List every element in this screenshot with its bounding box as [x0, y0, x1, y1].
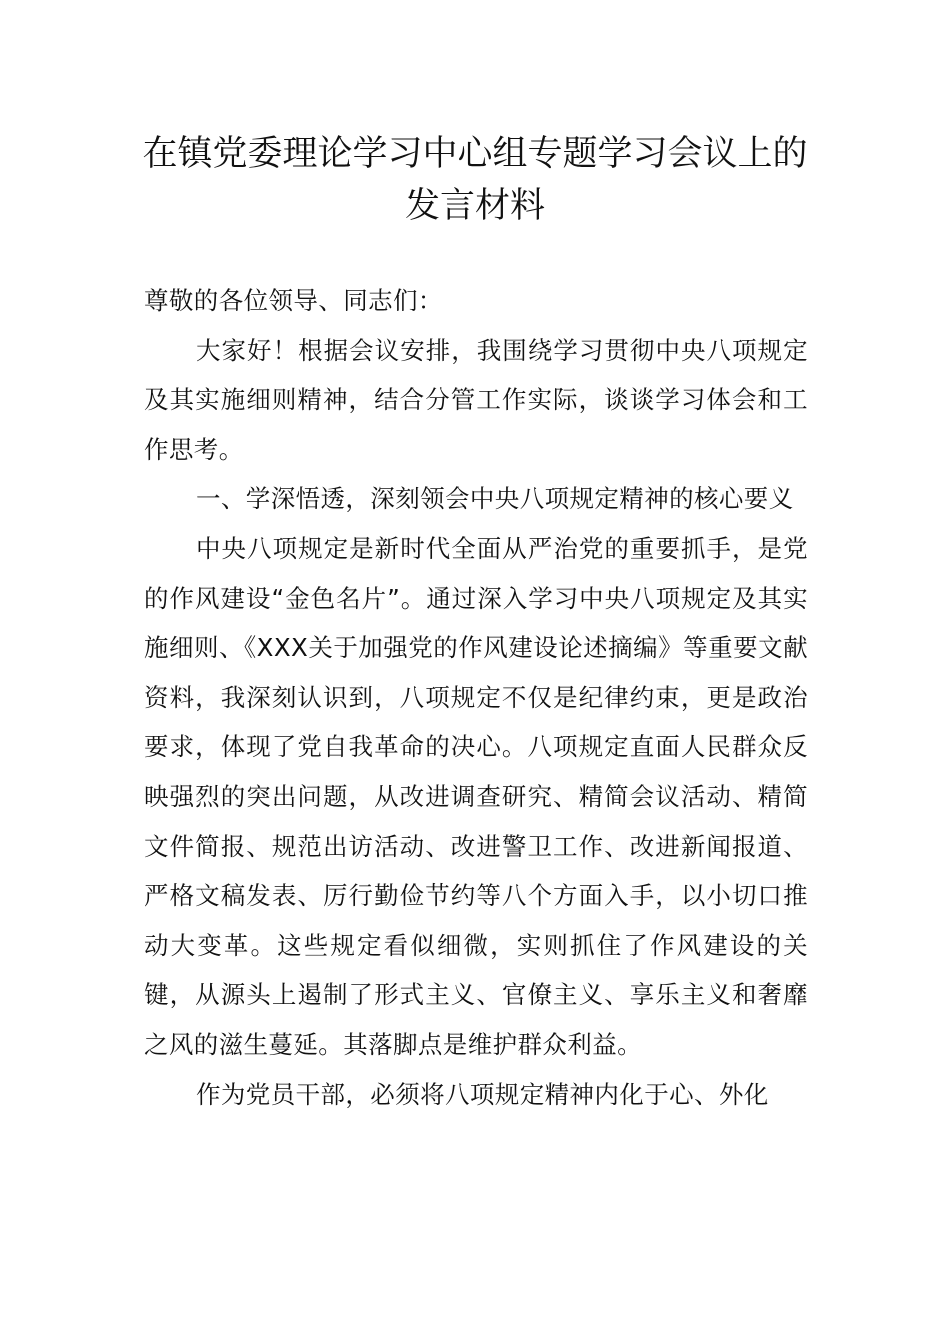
salutation: 尊敬的各位领导、同志们：: [144, 286, 443, 315]
paragraph-body-2: 作为党员干部，必须将八项规定精神内化于心、外化: [196, 1079, 769, 1109]
document-body: [144, 276, 808, 1119]
paragraph-intro: 大家好！根据会议安排，我围绕学习贯彻中央八项规定及其实施细则精神，结合分管工作实际，谈谈学习体会和工作思考。: [144, 335, 808, 464]
section-heading-1: 一、学深悟透，深刻领会中央八项规定精神的核心要义: [196, 484, 794, 514]
document-title: 在镇党委理论学习中心组专题学习会议上的发言材料: [142, 134, 808, 226]
paragraph-body-1: 中央八项规定是新时代全面从严治党的重要抓手，是党的作风建设“金色名片”。通过深入学习中央八项规定及其实施细则、《XXX关于加强党的作风建设论述摘编》等重要文献资料，我深刻认识到，八项规定不仅是纪律约束，更是政治要求，体现了党自我革命的决心。八项规定直面人民群众反映强烈的突出问题，从改进调查研究、精简会议活动、精简文件简报、规范出访活动、改进警卫工作、改进新闻报道、严格文稿发表、厉行勤俭节约等八个方面入手，以小切口推动大变革。这些规定看似细微，实则抓住了作风建设的关键，从源头上遏制了形式主义、官僚主义、享乐主义和奢靡之风的滋生蔓延。其落脚点是维护群众利益。: [144, 533, 808, 1059]
